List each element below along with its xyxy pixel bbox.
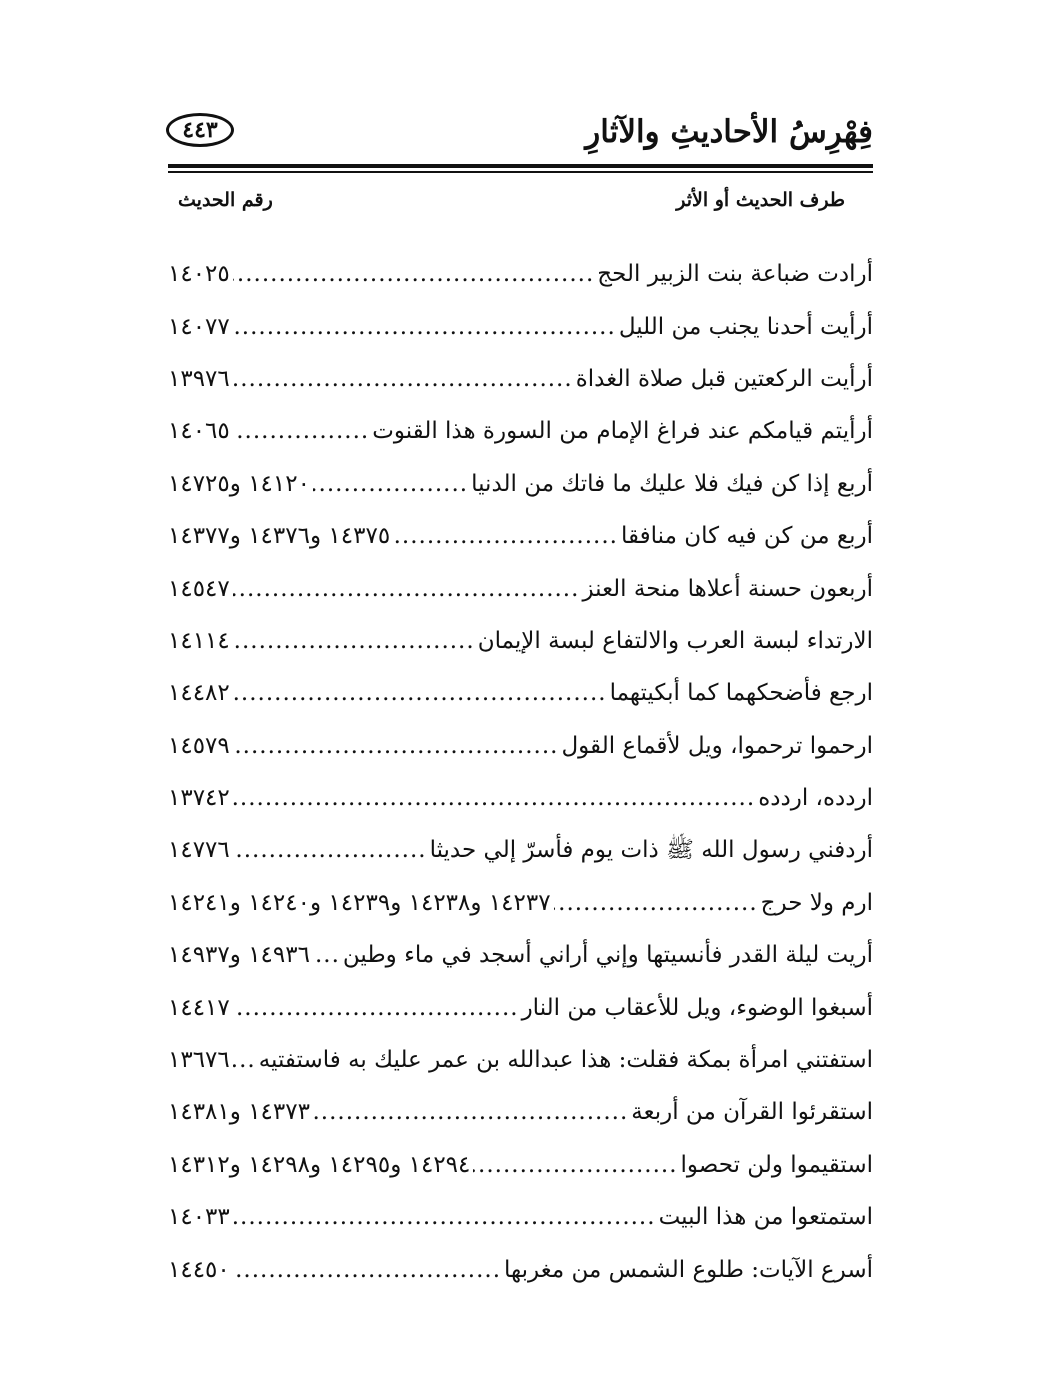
- dot-leader: [233, 1045, 256, 1075]
- index-entry: [168, 929, 873, 981]
- entry-hadith-numbers: ١٤٣٧٣ و١٤٣٨١: [168, 1099, 310, 1126]
- entry-hadith-numbers: ١٤٠٧٧: [168, 313, 230, 340]
- index-entry: [168, 353, 873, 405]
- index-entry: [168, 1191, 873, 1243]
- entry-hadith-numbers: ١٤٥٤٧: [168, 575, 230, 602]
- dot-leader: [554, 888, 758, 918]
- dot-leader: [233, 1202, 656, 1232]
- entry-hadith-numbers: ١٤٧٧٦: [168, 837, 230, 864]
- page-number: ٤٤٣: [182, 117, 218, 143]
- entry-text: أرأيت أحدنا يجنب من الليل: [618, 313, 873, 340]
- index-entry: [168, 667, 873, 719]
- dot-leader: [313, 1097, 628, 1127]
- dot-leader: [233, 731, 559, 761]
- entry-hadith-numbers: ١٤٥٧٩: [168, 732, 230, 759]
- entry-text: أربع من كن فيه كان منافقا: [620, 523, 873, 550]
- entry-text: أربع إذا كن فيك فلا عليك ما فاتك من الدنيا: [471, 470, 873, 497]
- dot-leader: [313, 940, 340, 970]
- entry-hadith-numbers: ١٤٠٦٥: [168, 418, 230, 445]
- entry-hadith-numbers: ١٤٠٣٣: [168, 1204, 230, 1231]
- index-entry: [168, 824, 873, 876]
- entry-text: أربعون حسنة أعلاها منحة العنز: [582, 575, 873, 602]
- dot-leader: [313, 469, 468, 499]
- index-entry: [168, 720, 873, 772]
- entry-text: ارجع فأضحكهما كما أبكيتهما: [609, 680, 873, 707]
- entry-text: أردفني رسول الله ﷺ ذات يوم فأسرّ إلي حديثا: [429, 837, 873, 864]
- dot-leader: [233, 259, 595, 289]
- entry-hadith-numbers: ١٤٤١٧: [168, 994, 230, 1021]
- dot-leader: [233, 1255, 501, 1285]
- entry-hadith-numbers: ١٣٦٧٦: [168, 1047, 230, 1074]
- entry-hadith-numbers: ١٣٩٧٦: [168, 365, 230, 392]
- index-entry: [168, 405, 873, 457]
- entry-hadith-numbers: ١٤٣٧٥ و١٤٣٧٦ و١٤٣٧٧: [168, 523, 391, 550]
- running-title: فِهْرِسُ الأحاديثِ والآثارِ: [585, 114, 873, 150]
- index-entries: [168, 248, 873, 1296]
- dot-leader: [233, 835, 427, 865]
- column-header-number: رقم الحديث: [178, 189, 273, 211]
- entry-hadith-numbers: ١٤١١٤: [168, 627, 230, 654]
- entry-text: استفتني امرأة بمكة فقلت: هذا عبدالله بن عمر عليك به فاستفتيه: [258, 1047, 873, 1074]
- index-entry: [168, 458, 873, 510]
- entry-hadith-numbers: ١٤٠٢٥: [168, 261, 230, 288]
- index-entry: [168, 1086, 873, 1138]
- index-entry: [168, 1243, 873, 1295]
- header-rule-thin: [168, 171, 873, 173]
- entry-hadith-numbers: ١٣٧٤٢: [168, 785, 230, 812]
- entry-hadith-numbers: ١٤١٢٠ و١٤٧٢٥: [168, 470, 310, 497]
- dot-leader: [473, 1150, 677, 1180]
- entry-hadith-numbers: ١٤٤٨٢: [168, 680, 230, 707]
- entry-text: أرأيت الركعتين قبل صلاة الغداة: [575, 365, 873, 392]
- dot-leader: [393, 521, 618, 551]
- entry-text: ارم ولا حرج: [760, 889, 873, 916]
- index-entry: [168, 981, 873, 1033]
- entry-text: استقيموا ولن تحصوا: [680, 1151, 873, 1178]
- index-entry: [168, 877, 873, 929]
- index-entry: [168, 300, 873, 352]
- entry-text: أرأيتم قيامكم عند فراغ الإمام من السورة هذا القنوت: [372, 418, 873, 445]
- entry-text: استمتعوا من هذا البيت: [658, 1204, 873, 1231]
- entry-hadith-numbers: ١٤٤٥٠: [168, 1256, 230, 1283]
- dot-leader: [233, 993, 519, 1023]
- dot-leader: [233, 416, 369, 446]
- entry-hadith-numbers: ١٤٩٣٦ و١٤٩٣٧: [168, 942, 310, 969]
- entry-hadith-numbers: ١٤٢٩٤ و١٤٢٩٥ و١٤٢٩٨ و١٤٣١٢: [168, 1151, 471, 1178]
- column-header-hadith: طرف الحديث أو الأثر: [676, 189, 845, 211]
- entry-text: ارحموا ترحموا، ويل لأقماع القول: [561, 732, 873, 759]
- entry-text: أرادت ضباعة بنت الزبير الحج: [597, 261, 873, 288]
- index-entry: [168, 1034, 873, 1086]
- index-entry: [168, 615, 873, 667]
- entry-hadith-numbers: ١٤٢٣٧ و١٤٢٣٨ و١٤٢٣٩ و١٤٢٤٠ و١٤٢٤١: [168, 889, 551, 916]
- entry-text: أسرع الآيات: طلوع الشمس من مغربها: [504, 1256, 873, 1283]
- dot-leader: [233, 312, 616, 342]
- dot-leader: [233, 364, 573, 394]
- entry-text: أريت ليلة القدر فأنسيتها وإني أراني أسجد في ماء وطين: [342, 942, 873, 969]
- header-rule-thick: [168, 164, 873, 168]
- entry-text: اردده، اردده: [758, 785, 873, 812]
- index-entry: [168, 248, 873, 300]
- page-number-badge: [166, 113, 234, 147]
- dot-leader: [233, 626, 475, 656]
- entry-text: الارتداء لبسة العرب والالتفاع لبسة الإيمان: [477, 627, 873, 654]
- index-entry: [168, 562, 873, 614]
- entry-text: استقرئوا القرآن من أربعة: [631, 1099, 873, 1126]
- dot-leader: [233, 574, 580, 604]
- index-entry: [168, 772, 873, 824]
- entry-text: أسبغوا الوضوء، ويل للأعقاب من النار: [521, 994, 873, 1021]
- dot-leader: [233, 678, 607, 708]
- index-entry: [168, 510, 873, 562]
- index-entry: [168, 1139, 873, 1191]
- dot-leader: [233, 783, 755, 813]
